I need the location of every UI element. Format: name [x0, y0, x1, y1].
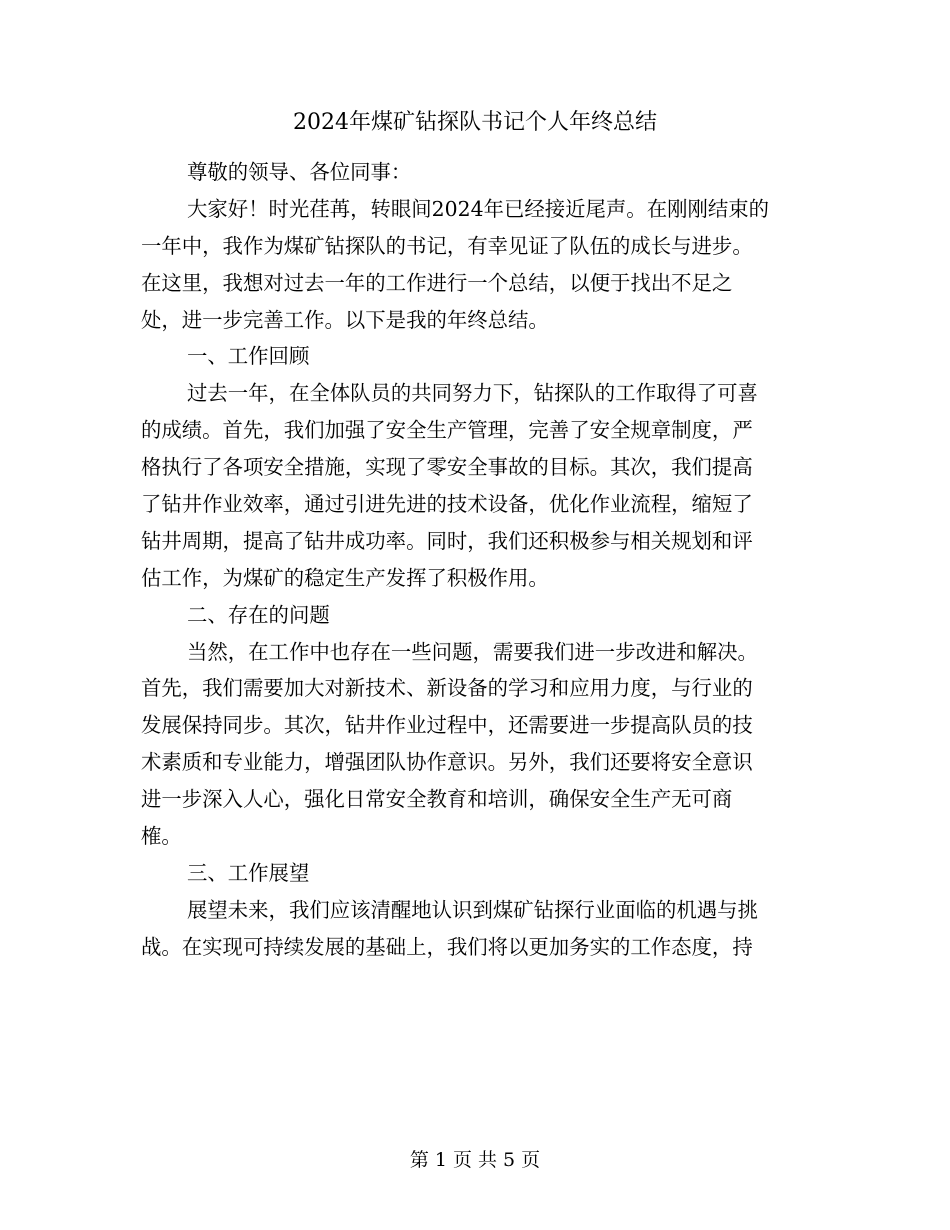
greeting-line: 尊敬的领导、各位同事：	[187, 160, 412, 184]
paragraph-line: 格执行了各项安全措施，实现了零安全事故的目标。其次，我们提高	[141, 455, 753, 480]
paragraph-line: 过去一年，在全体队员的共同努力下，钻探队的工作取得了可喜	[187, 381, 758, 406]
paragraph-line: 榷。	[141, 824, 182, 849]
document-title: 2024年煤矿钻探队书记个人年终总结	[293, 110, 657, 135]
page-footer: 第 1 页 共 5 页	[409, 1149, 541, 1171]
paragraph-line: 钻井周期，提高了钻井成功率。同时，我们还积极参与相关规划和评	[141, 528, 753, 553]
paragraph-line: 处，进一步完善工作。以下是我的年终总结。	[141, 307, 549, 332]
paragraph-line: 术素质和专业能力，增强团队协作意识。另外，我们还要将安全意识	[141, 750, 753, 775]
paragraph-line: 发展保持同步。其次，钻井作业过程中，还需要进一步提高队员的技	[141, 713, 753, 738]
section-heading: 三、工作展望	[187, 860, 310, 885]
document-body	[141, 154, 811, 966]
paragraph-line: 进一步深入人心，强化日常安全教育和培训，确保安全生产无可商	[141, 787, 733, 812]
paragraph-line: 的成绩。首先，我们加强了安全生产管理，完善了安全规章制度，严	[141, 418, 753, 443]
section-heading: 二、存在的问题	[187, 602, 330, 627]
section-heading: 一、工作回顾	[187, 344, 310, 369]
paragraph-line: 首先，我们需要加大对新技术、新设备的学习和应用力度，与行业的	[141, 676, 753, 701]
paragraph-line: 当然，在工作中也存在一些问题，需要我们进一步改进和解决。	[187, 639, 758, 664]
paragraph-line: 一年中，我作为煤矿钻探队的书记，有幸见证了队伍的成长与进步。	[141, 233, 753, 258]
paragraph-line: 估工作，为煤矿的稳定生产发挥了积极作用。	[141, 565, 549, 590]
paragraph-line: 展望未来，我们应该清醒地认识到煤矿钻探行业面临的机遇与挑	[187, 897, 758, 922]
paragraph-line: 在这里，我想对过去一年的工作进行一个总结，以便于找出不足之	[141, 270, 733, 295]
paragraph-line: 战。在实现可持续发展的基础上，我们将以更加务实的工作态度，持	[141, 934, 753, 959]
paragraph-line: 了钻井作业效率，通过引进先进的技术设备，优化作业流程，缩短了	[141, 492, 753, 517]
paragraph-line: 大家好！时光荏苒，转眼间2024年已经接近尾声。在刚刚结束的	[187, 196, 770, 221]
